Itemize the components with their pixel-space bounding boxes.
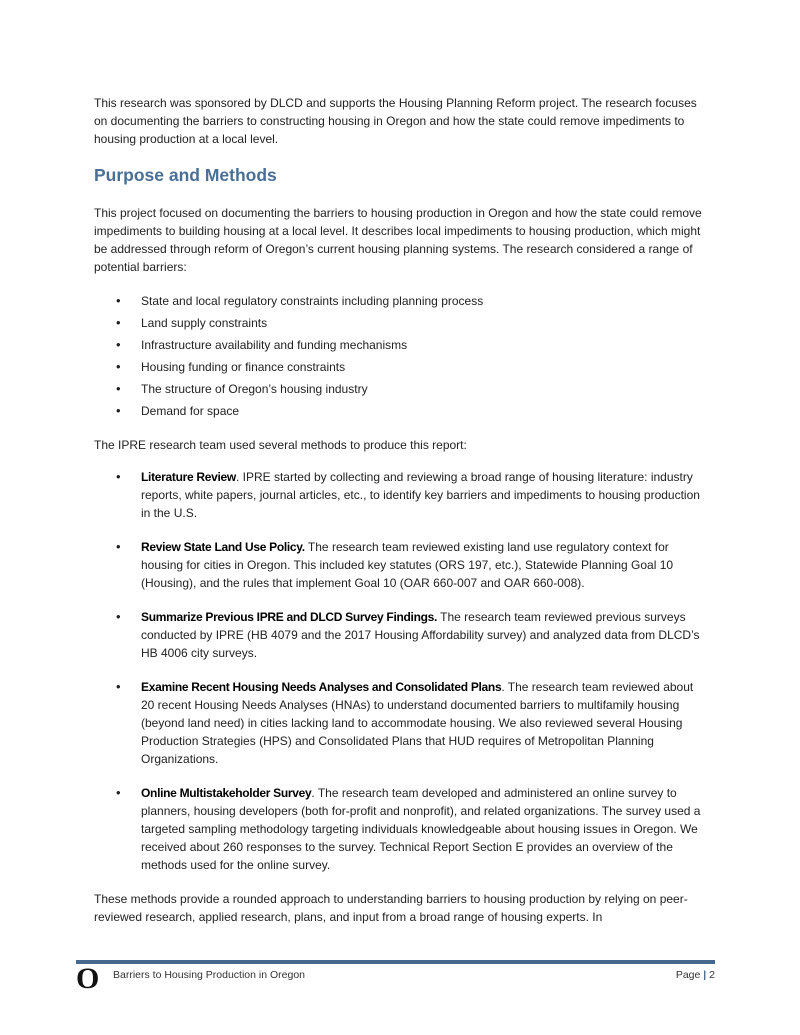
method-item [94, 678, 708, 768]
method-title: Literature Review [141, 470, 236, 484]
barriers-list [94, 290, 708, 422]
bullet-icon: • [116, 785, 121, 800]
bullet-icon: • [116, 469, 121, 484]
bullet-icon: • [116, 315, 121, 330]
bullet-icon: • [116, 679, 121, 694]
method-text: . IPRE started by collecting and reviewing a broad range of housing literature: industry reports, white papers, journal articles, etc., to identify key barriers and impediments to housing production in the U.S. [141, 470, 700, 520]
footer-document-title: Barriers to Housing Production in Oregon [113, 969, 306, 981]
bullet-icon: • [116, 609, 121, 624]
page-separator: | [703, 969, 707, 981]
bullet-icon: • [116, 337, 121, 352]
list-item: • State and local regulatory constraints including planning process [94, 290, 708, 312]
methods-intro: The IPRE research team used several methods to produce this report: [94, 438, 467, 452]
method-text: The research team reviewed existing land use regulatory context for housing for cities in Oregon. This included key statutes (ORS 197, etc.), Statewide Planning Goal 10 (Housing), and the rules that implement Goal 10 (OAR 660-007 and OAR 660-008). [141, 540, 674, 590]
bullet-icon: • [116, 381, 121, 396]
list-item: • Infrastructure availability and funding mechanisms [94, 334, 708, 356]
method-text: . The research team reviewed about 20 recent Housing Needs Analyses (HNAs) to understand documented barriers to multifamily housing (beyond land need) in cities lacking land to accommodate housing. We also reviewed several Housing Production Strategies (HPS) and Consolidated Plans that HUD requires of Metropolitan Planning Organizations. [141, 680, 694, 766]
document-body [94, 94, 708, 940]
list-item: • Land supply constraints [94, 312, 708, 334]
section-heading: Purpose and Methods [94, 165, 277, 185]
bullet-icon: • [116, 359, 121, 374]
bullet-icon: • [116, 403, 121, 418]
method-item [94, 468, 708, 522]
closing-paragraph: These methods provide a rounded approach to understanding barriers to housing production by relying on peer-reviewed research, applied research, plans, and input from a broad range of housing experts. In [94, 892, 688, 924]
list-item: • Housing funding or finance constraints [94, 356, 708, 378]
method-title: Examine Recent Housing Needs Analyses and Consolidated Plans [141, 680, 502, 694]
method-item [94, 784, 708, 874]
footer-divider [76, 960, 715, 964]
bullet-icon: • [116, 539, 121, 554]
footer-page-number [676, 969, 715, 981]
method-item [94, 608, 708, 662]
purpose-paragraph: This project focused on documenting the barriers to housing production in Oregon and how the state could remove impediments to building housing at a local level. It describes local impediments to housing production, which might be addressed through reform of Oregon’s current housing planning systems. The research considered a range of potential barriers: [94, 206, 702, 274]
method-title: Review State Land Use Policy. [141, 540, 305, 554]
bullet-icon: • [116, 293, 121, 308]
method-text: The research team reviewed previous surveys conducted by IPRE (HB 4079 and the 2017 Housing Affordability survey) and analyzed data from DLCD’s HB 4006 city surveys. [141, 610, 700, 660]
method-title: Summarize Previous IPRE and DLCD Survey Findings. [141, 610, 438, 624]
methods-list [94, 468, 708, 874]
method-title: Online Multistakeholder Survey [141, 786, 312, 800]
page-label: Page [675, 969, 701, 981]
university-logo: O [76, 962, 100, 995]
method-item [94, 538, 708, 592]
intro-paragraph: This research was sponsored by DLCD and supports the Housing Planning Reform project. The research focuses on documenting the barriers to constructing housing in Oregon and how the state could remove impediments to housing production at a local level. [94, 96, 697, 146]
list-item: • Demand for space [94, 400, 708, 422]
list-item: • The structure of Oregon’s housing industry [94, 378, 708, 400]
page-number: 2 [709, 969, 715, 981]
method-text: . The research team developed and administered an online survey to planners, housing developers (both for-profit and nonprofit), and related organizations. The survey used a targeted sampling methodology targeting individuals knowledgeable about housing issues in Oregon. We received about 260 responses to the survey. Technical Report Section E provides an overview of the methods used for the online survey. [141, 786, 701, 872]
